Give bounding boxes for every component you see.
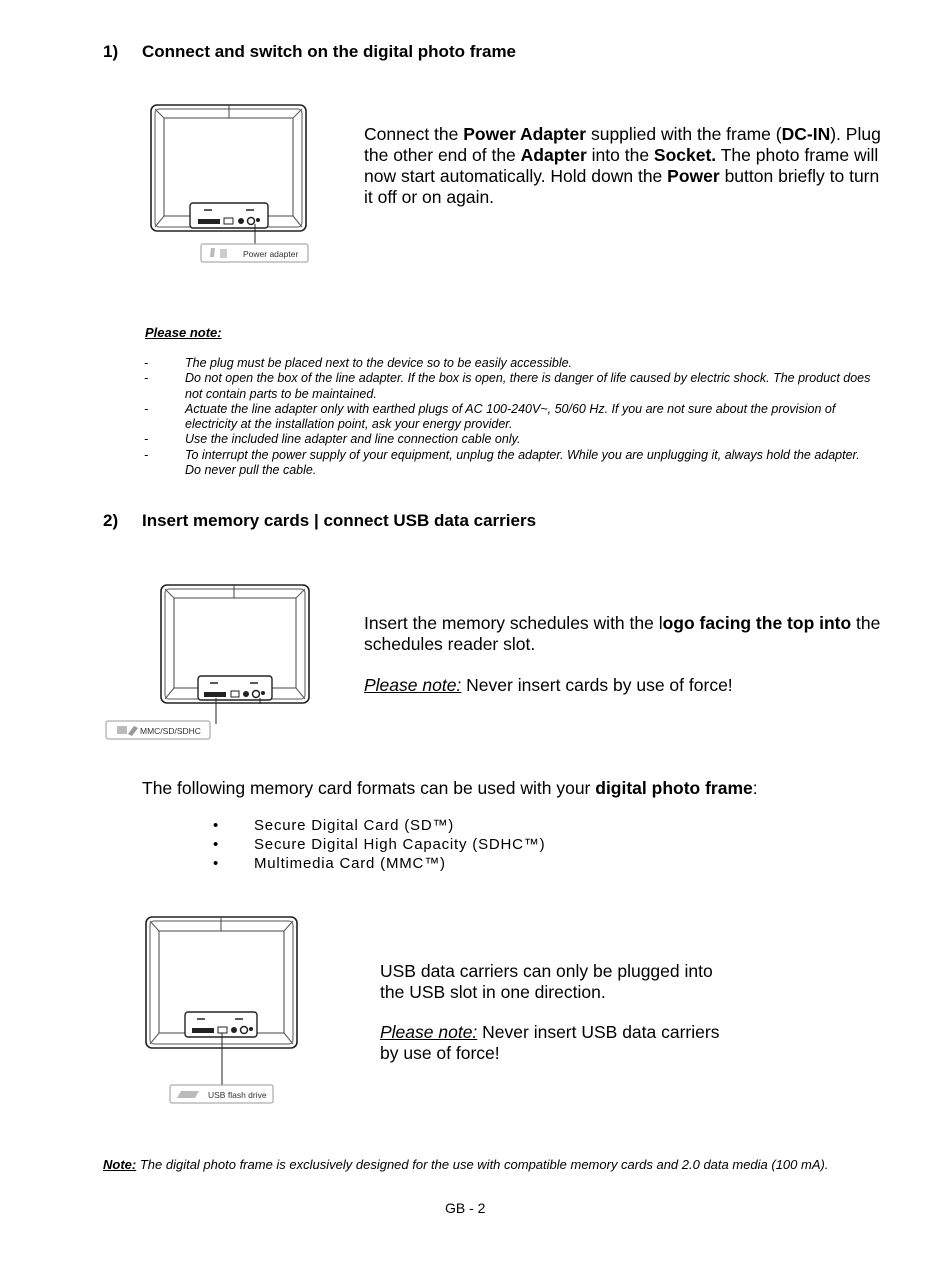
bold-run: digital photo frame xyxy=(595,778,753,798)
bullet: • xyxy=(213,855,220,872)
section-1-number: 1) xyxy=(103,42,119,61)
sd-card-icon xyxy=(117,726,127,734)
text-line xyxy=(380,1022,719,1043)
text-run: supplied with the frame ( xyxy=(586,124,782,144)
list-item xyxy=(213,835,713,854)
format-name: Secure Digital High Capacity (SDHC™) xyxy=(254,836,546,853)
list-dash: - xyxy=(144,432,149,447)
text-line: by use of force! xyxy=(380,1043,500,1063)
text-line: USB data carriers can only be plugged into xyxy=(380,961,713,981)
note-text: The plug must be placed next to the device so to be easily accessible. xyxy=(185,356,573,370)
list-item xyxy=(143,432,878,447)
bullet: • xyxy=(213,817,220,834)
note-text: To interrupt the power supply of your equipment, unplug the adapter. While you are unplugging it, always hold the adapter. Do never pull the cable. xyxy=(185,447,860,478)
list-dash: - xyxy=(144,371,149,386)
usb-figure xyxy=(135,910,310,1110)
bold-run: DC-IN xyxy=(781,124,831,144)
text-run: The following memory card formats can be used with your xyxy=(142,778,596,798)
text-line: the USB slot in one direction. xyxy=(380,982,606,1002)
section-1-paragraph xyxy=(364,124,884,208)
footnote xyxy=(103,1157,828,1172)
power-adapter-figure xyxy=(140,98,320,268)
card-slot xyxy=(192,1028,214,1033)
card-slot xyxy=(198,219,220,224)
safety-notes-list xyxy=(143,356,878,478)
text-run: button briefly to turn it off or on again. xyxy=(364,166,880,207)
please-note-label: Please note: xyxy=(380,1022,478,1042)
text-run: the schedules reader slot. xyxy=(364,613,881,654)
text-run: ). Plug the other end of the xyxy=(364,124,881,165)
memory-card-figure xyxy=(100,578,320,748)
bold-run: Power xyxy=(667,166,720,186)
card-slot xyxy=(204,692,226,697)
note-text: Use the included line adapter and line connection cable only. xyxy=(185,432,521,447)
list-item xyxy=(143,356,878,371)
list-dash: - xyxy=(144,356,149,370)
usb-note xyxy=(380,1022,719,1064)
frame-panel xyxy=(174,598,296,688)
memory-card-label: MMC/SD/SDHC xyxy=(140,726,201,736)
list-item xyxy=(143,371,878,402)
bold-run: Power Adapter xyxy=(463,124,587,144)
text-run: : xyxy=(752,778,758,798)
text-run: The photo frame will now start automatically. Hold down the xyxy=(364,145,879,186)
page-number: GB - 2 xyxy=(445,1200,486,1216)
memory-card-note xyxy=(364,675,733,696)
note-text: Do not open the box of the line adapter. If the box is open, there is danger of life caused by electric shock. The product does not contain parts to be maintained. xyxy=(185,371,871,401)
please-note-label: Please note: xyxy=(364,675,462,695)
bold-run: Adapter xyxy=(520,145,587,165)
bold-run: Socket. xyxy=(653,145,717,165)
note-text: Never insert cards by use of force! xyxy=(461,675,733,695)
section-1-heading xyxy=(103,42,516,62)
text-run: Connect the xyxy=(364,124,464,144)
list-item xyxy=(143,402,878,433)
bullet: • xyxy=(213,836,220,853)
bold-run: ogo facing the top into xyxy=(662,613,852,633)
power-adapter-label: Power adapter xyxy=(243,249,299,259)
section-2-number: 2) xyxy=(103,511,119,530)
usb-paragraph xyxy=(380,961,713,1003)
list-dash: - xyxy=(144,447,149,462)
list-item xyxy=(143,448,878,479)
memory-card-paragraph xyxy=(364,613,884,655)
list-dash: - xyxy=(144,401,149,416)
footnote-text: The digital photo frame is exclusively designed for the use with compatible memory cards and 2.0 data media (100 mA). xyxy=(136,1157,829,1172)
section-2-heading xyxy=(103,511,536,531)
format-name: Multimedia Card (MMC™) xyxy=(254,855,446,872)
usb-label: USB flash drive xyxy=(208,1090,267,1100)
section-1-title: Connect and switch on the digital photo frame xyxy=(142,42,517,61)
note-text: Actuate the line adapter only with earthed plugs of AC 100-240V~, 50/60 Hz. If you are not sure about the provision of electricity at the installation point, ask your energy provider. xyxy=(185,401,836,432)
text-run: Insert the memory schedules with the l xyxy=(364,613,663,633)
formats-intro xyxy=(142,778,758,799)
format-name: Secure Digital Card (SD™) xyxy=(254,817,455,834)
footnote-label: Note: xyxy=(103,1157,137,1172)
note-text: Never insert USB data carriers xyxy=(477,1022,720,1042)
please-note-heading: Please note: xyxy=(145,325,222,340)
frame-panel xyxy=(164,118,293,216)
list-item xyxy=(213,816,713,835)
text-run: into the xyxy=(586,145,654,165)
list-item xyxy=(213,854,713,873)
formats-list xyxy=(213,816,713,873)
section-2-title: Insert memory cards | connect USB data carriers xyxy=(142,511,537,530)
